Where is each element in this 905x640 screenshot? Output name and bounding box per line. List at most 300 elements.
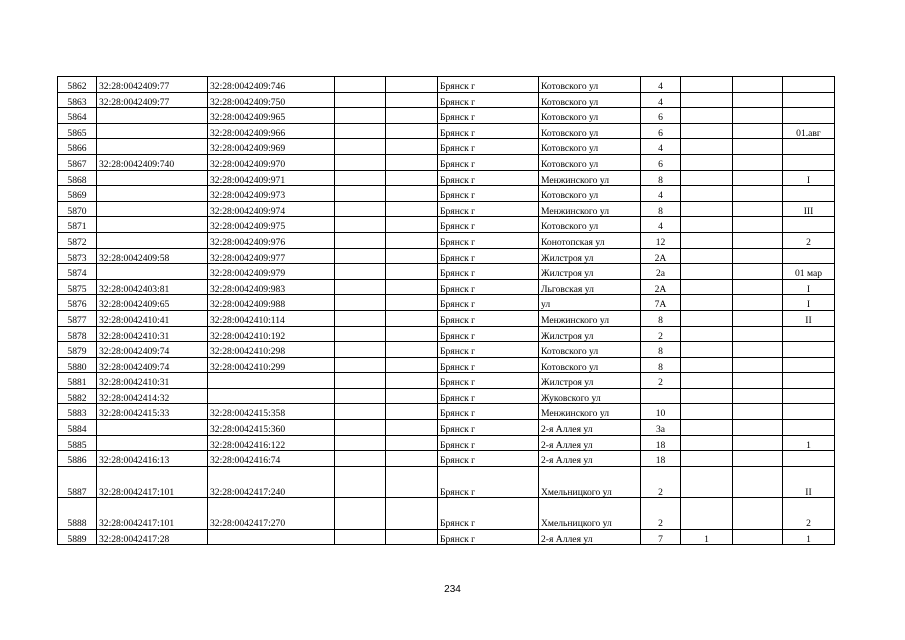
street-cell: Менжинского ул [539,310,641,326]
street-cell: Менжинского ул [539,404,641,420]
house-number-cell: 6 [641,123,681,139]
building-cadastral-cell: 32:28:0042409:988 [208,295,335,311]
table-row [58,232,835,248]
extra-cell-a [681,248,733,264]
empty-cell [335,201,386,217]
table-row [58,529,835,545]
extra-cell-a [681,217,733,233]
empty-cell [335,186,386,202]
street-cell: Котовского ул [539,77,641,93]
row-number-cell: 5884 [58,420,97,436]
street-cell: Хмельницкого ул [539,498,641,529]
unit-cell [783,373,835,389]
house-number-cell: 3а [641,420,681,436]
parcel-cadastral-cell [97,435,208,451]
table-row [58,451,835,467]
extra-cell-a [681,108,733,124]
street-cell: Жилстроя ул [539,326,641,342]
row-number-cell: 5864 [58,108,97,124]
empty-cell [335,279,386,295]
city-cell: Брянск г [438,92,539,108]
city-cell: Брянск г [438,264,539,280]
parcel-cadastral-cell: 32:28:0042409:74 [97,357,208,373]
empty-cell [335,435,386,451]
house-number-cell: 18 [641,451,681,467]
unit-cell [783,186,835,202]
city-cell: Брянск г [438,342,539,358]
extra-cell-a [681,77,733,93]
building-cadastral-cell [208,529,335,545]
house-number-cell: 2 [641,326,681,342]
building-cadastral-cell: 32:28:0042409:965 [208,108,335,124]
row-number-cell: 5868 [58,170,97,186]
unit-cell [783,139,835,155]
extra-cell-b [733,326,783,342]
extra-cell-a [681,466,733,497]
unit-cell: I [783,170,835,186]
unit-cell [783,108,835,124]
extra-cell-b [733,342,783,358]
building-cadastral-cell: 32:28:0042409:975 [208,217,335,233]
page-number: 234 [444,584,461,595]
unit-cell: II [783,466,835,497]
row-number-cell: 5862 [58,77,97,93]
street-cell: Котовского ул [539,154,641,170]
table-row [58,466,835,497]
extra-cell-a [681,279,733,295]
building-cadastral-cell: 32:28:0042410:299 [208,357,335,373]
extra-cell-b [733,108,783,124]
empty-cell [335,373,386,389]
street-cell: Менжинского ул [539,170,641,186]
parcel-cadastral-cell: 32:28:0042414:32 [97,388,208,404]
empty-cell [335,123,386,139]
empty-cell [386,310,438,326]
city-cell: Брянск г [438,232,539,248]
house-number-cell: 7 [641,529,681,545]
house-number-cell: 8 [641,342,681,358]
empty-cell [386,295,438,311]
row-number-cell: 5887 [58,466,97,497]
city-cell: Брянск г [438,295,539,311]
empty-cell [386,529,438,545]
empty-cell [335,466,386,497]
row-number-cell: 5869 [58,186,97,202]
building-cadastral-cell [208,388,335,404]
street-cell: Котовского ул [539,186,641,202]
row-number-cell: 5882 [58,388,97,404]
extra-cell-a [681,295,733,311]
table-row [58,404,835,420]
city-cell: Брянск г [438,357,539,373]
table-row [58,435,835,451]
row-number-cell: 5878 [58,326,97,342]
parcel-cadastral-cell: 32:28:0042409:77 [97,92,208,108]
parcel-cadastral-cell: 32:28:0042417:101 [97,466,208,497]
extra-cell-a [681,154,733,170]
empty-cell [335,326,386,342]
extra-cell-a [681,123,733,139]
row-number-cell: 5881 [58,373,97,389]
extra-cell-a [681,170,733,186]
unit-cell: I [783,279,835,295]
city-cell: Брянск г [438,404,539,420]
building-cadastral-cell: 32:28:0042409:979 [208,264,335,280]
table-row [58,326,835,342]
extra-cell-b [733,92,783,108]
house-number-cell: 12 [641,232,681,248]
extra-cell-b [733,420,783,436]
parcel-cadastral-cell: 32:28:0042410:41 [97,310,208,326]
city-cell: Брянск г [438,201,539,217]
empty-cell [386,342,438,358]
parcel-cadastral-cell: 32:28:0042409:58 [97,248,208,264]
empty-cell [386,404,438,420]
row-number-cell: 5877 [58,310,97,326]
registry-table-body [58,77,835,545]
extra-cell-a [681,92,733,108]
unit-cell [783,420,835,436]
parcel-cadastral-cell: 32:28:0042417:28 [97,529,208,545]
parcel-cadastral-cell: 32:28:0042410:31 [97,373,208,389]
table-row [58,170,835,186]
city-cell: Брянск г [438,388,539,404]
empty-cell [386,123,438,139]
extra-cell-b [733,139,783,155]
parcel-cadastral-cell: 32:28:0042409:74 [97,342,208,358]
table-row [58,201,835,217]
house-number-cell: 2 [641,498,681,529]
extra-cell-b [733,529,783,545]
empty-cell [386,498,438,529]
city-cell: Брянск г [438,170,539,186]
row-number-cell: 5863 [58,92,97,108]
house-number-cell: 4 [641,92,681,108]
extra-cell-a [681,388,733,404]
extra-cell-b [733,154,783,170]
extra-cell-a [681,435,733,451]
extra-cell-a [681,139,733,155]
extra-cell-b [733,388,783,404]
building-cadastral-cell: 32:28:0042409:973 [208,186,335,202]
city-cell: Брянск г [438,217,539,233]
extra-cell-a [681,404,733,420]
street-cell: Жилстроя ул [539,248,641,264]
unit-cell: I [783,295,835,311]
parcel-cadastral-cell [97,201,208,217]
empty-cell [386,139,438,155]
table-row [58,342,835,358]
house-number-cell: 4 [641,217,681,233]
empty-cell [386,232,438,248]
house-number-cell: 8 [641,310,681,326]
house-number-cell: 10 [641,404,681,420]
street-cell: Котовского ул [539,139,641,155]
empty-cell [386,154,438,170]
unit-cell: 01 мар [783,264,835,280]
row-number-cell: 5880 [58,357,97,373]
empty-cell [335,498,386,529]
row-number-cell: 5875 [58,279,97,295]
empty-cell [335,248,386,264]
unit-cell [783,248,835,264]
city-cell: Брянск г [438,186,539,202]
parcel-cadastral-cell [97,108,208,124]
city-cell: Брянск г [438,279,539,295]
row-number-cell: 5889 [58,529,97,545]
house-number-cell: 4 [641,139,681,155]
unit-cell: II [783,310,835,326]
building-cadastral-cell: 32:28:0042415:360 [208,420,335,436]
extra-cell-b [733,295,783,311]
extra-cell-b [733,310,783,326]
street-cell: 2-я Аллея ул [539,451,641,467]
empty-cell [386,248,438,264]
city-cell: Брянск г [438,498,539,529]
street-cell: Жилстроя ул [539,373,641,389]
street-cell: Менжинского ул [539,201,641,217]
city-cell: Брянск г [438,123,539,139]
extra-cell-b [733,77,783,93]
empty-cell [335,451,386,467]
extra-cell-b [733,451,783,467]
empty-cell [335,217,386,233]
table-row [58,248,835,264]
building-cadastral-cell: 32:28:0042409:746 [208,77,335,93]
row-number-cell: 5876 [58,295,97,311]
building-cadastral-cell [208,373,335,389]
city-cell: Брянск г [438,248,539,264]
unit-cell [783,92,835,108]
table-row [58,295,835,311]
unit-cell: 01.авг [783,123,835,139]
row-number-cell: 5871 [58,217,97,233]
extra-cell-a [681,357,733,373]
row-number-cell: 5865 [58,123,97,139]
empty-cell [335,404,386,420]
empty-cell [386,326,438,342]
table-row [58,139,835,155]
empty-cell [335,388,386,404]
house-number-cell: 4 [641,186,681,202]
street-cell: 2-я Аллея ул [539,420,641,436]
table-row [58,92,835,108]
unit-cell: 1 [783,529,835,545]
city-cell: Брянск г [438,451,539,467]
empty-cell [335,170,386,186]
empty-cell [386,466,438,497]
city-cell: Брянск г [438,77,539,93]
parcel-cadastral-cell: 32:28:0042416:13 [97,451,208,467]
extra-cell-a [681,420,733,436]
extra-cell-a [681,451,733,467]
extra-cell-b [733,186,783,202]
extra-cell-b [733,123,783,139]
empty-cell [386,217,438,233]
extra-cell-a [681,373,733,389]
extra-cell-a [681,232,733,248]
extra-cell-b [733,498,783,529]
extra-cell-a [681,310,733,326]
parcel-cadastral-cell: 32:28:0042417:101 [97,498,208,529]
building-cadastral-cell: 32:28:0042409:966 [208,123,335,139]
extra-cell-b [733,357,783,373]
row-number-cell: 5874 [58,264,97,280]
parcel-cadastral-cell: 32:28:0042409:77 [97,77,208,93]
city-cell: Брянск г [438,420,539,436]
building-cadastral-cell: 32:28:0042415:358 [208,404,335,420]
house-number-cell: 7А [641,295,681,311]
street-cell: 2-я Аллея ул [539,529,641,545]
building-cadastral-cell: 32:28:0042409:970 [208,154,335,170]
unit-cell: 2 [783,232,835,248]
empty-cell [335,92,386,108]
building-cadastral-cell: 32:28:0042409:969 [208,139,335,155]
city-cell: Брянск г [438,373,539,389]
unit-cell [783,404,835,420]
parcel-cadastral-cell: 32:28:0042409:65 [97,295,208,311]
table-row [58,186,835,202]
empty-cell [335,154,386,170]
empty-cell [386,201,438,217]
empty-cell [335,420,386,436]
street-cell: Жуковского ул [539,388,641,404]
row-number-cell: 5867 [58,154,97,170]
table-row [58,108,835,124]
empty-cell [335,295,386,311]
unit-cell [783,217,835,233]
parcel-cadastral-cell [97,420,208,436]
street-cell: Котовского ул [539,92,641,108]
empty-cell [386,170,438,186]
table-row [58,420,835,436]
row-number-cell: 5883 [58,404,97,420]
extra-cell-a [681,342,733,358]
city-cell: Брянск г [438,435,539,451]
house-number-cell: 8 [641,357,681,373]
building-cadastral-cell: 32:28:0042409:977 [208,248,335,264]
unit-cell [783,342,835,358]
extra-cell-b [733,466,783,497]
city-cell: Брянск г [438,326,539,342]
extra-cell-b [733,170,783,186]
empty-cell [386,357,438,373]
parcel-cadastral-cell [97,123,208,139]
house-number-cell: 2А [641,248,681,264]
unit-cell: 1 [783,435,835,451]
table-row [58,310,835,326]
house-number-cell: 2А [641,279,681,295]
empty-cell [335,264,386,280]
street-cell: Хмельницкого ул [539,466,641,497]
table-row [58,279,835,295]
table-row [58,498,835,529]
street-cell: Котовского ул [539,108,641,124]
empty-cell [386,92,438,108]
house-number-cell: 6 [641,154,681,170]
building-cadastral-cell: 32:28:0042409:974 [208,201,335,217]
street-cell: Котовского ул [539,123,641,139]
city-cell: Брянск г [438,310,539,326]
house-number-cell: 6 [641,108,681,124]
house-number-cell: 18 [641,435,681,451]
extra-cell-b [733,435,783,451]
building-cadastral-cell: 32:28:0042416:122 [208,435,335,451]
unit-cell [783,77,835,93]
table-row [58,357,835,373]
empty-cell [335,139,386,155]
extra-cell-a [681,201,733,217]
table-row [58,264,835,280]
city-cell: Брянск г [438,108,539,124]
empty-cell [386,373,438,389]
extra-cell-a: 1 [681,529,733,545]
unit-cell [783,388,835,404]
parcel-cadastral-cell: 32:28:0042410:31 [97,326,208,342]
building-cadastral-cell: 32:28:0042410:114 [208,310,335,326]
empty-cell [386,77,438,93]
street-cell: Льговская ул [539,279,641,295]
table-row [58,123,835,139]
empty-cell [386,420,438,436]
empty-cell [335,357,386,373]
street-cell: ул [539,295,641,311]
row-number-cell: 5879 [58,342,97,358]
unit-cell: 2 [783,498,835,529]
building-cadastral-cell: 32:28:0042417:240 [208,466,335,497]
house-number-cell: 2а [641,264,681,280]
empty-cell [386,435,438,451]
building-cadastral-cell: 32:28:0042417:270 [208,498,335,529]
extra-cell-b [733,264,783,280]
row-number-cell: 5872 [58,232,97,248]
parcel-cadastral-cell [97,217,208,233]
extra-cell-a [681,186,733,202]
city-cell: Брянск г [438,529,539,545]
empty-cell [335,232,386,248]
parcel-cadastral-cell: 32:28:0042415:33 [97,404,208,420]
empty-cell [335,529,386,545]
building-cadastral-cell: 32:28:0042409:976 [208,232,335,248]
row-number-cell: 5866 [58,139,97,155]
parcel-cadastral-cell [97,264,208,280]
street-cell: Жилстроя ул [539,264,641,280]
empty-cell [335,310,386,326]
table-row [58,154,835,170]
empty-cell [335,342,386,358]
row-number-cell: 5888 [58,498,97,529]
table-row [58,217,835,233]
unit-cell [783,326,835,342]
registry-table [57,76,835,545]
parcel-cadastral-cell [97,232,208,248]
city-cell: Брянск г [438,139,539,155]
building-cadastral-cell: 32:28:0042409:750 [208,92,335,108]
table-row [58,388,835,404]
parcel-cadastral-cell [97,139,208,155]
city-cell: Брянск г [438,466,539,497]
extra-cell-b [733,217,783,233]
house-number-cell [641,388,681,404]
extra-cell-a [681,326,733,342]
empty-cell [335,77,386,93]
street-cell: Котовского ул [539,217,641,233]
row-number-cell: 5870 [58,201,97,217]
unit-cell: III [783,201,835,217]
row-number-cell: 5873 [58,248,97,264]
street-cell: Конотопская ул [539,232,641,248]
building-cadastral-cell: 32:28:0042410:298 [208,342,335,358]
